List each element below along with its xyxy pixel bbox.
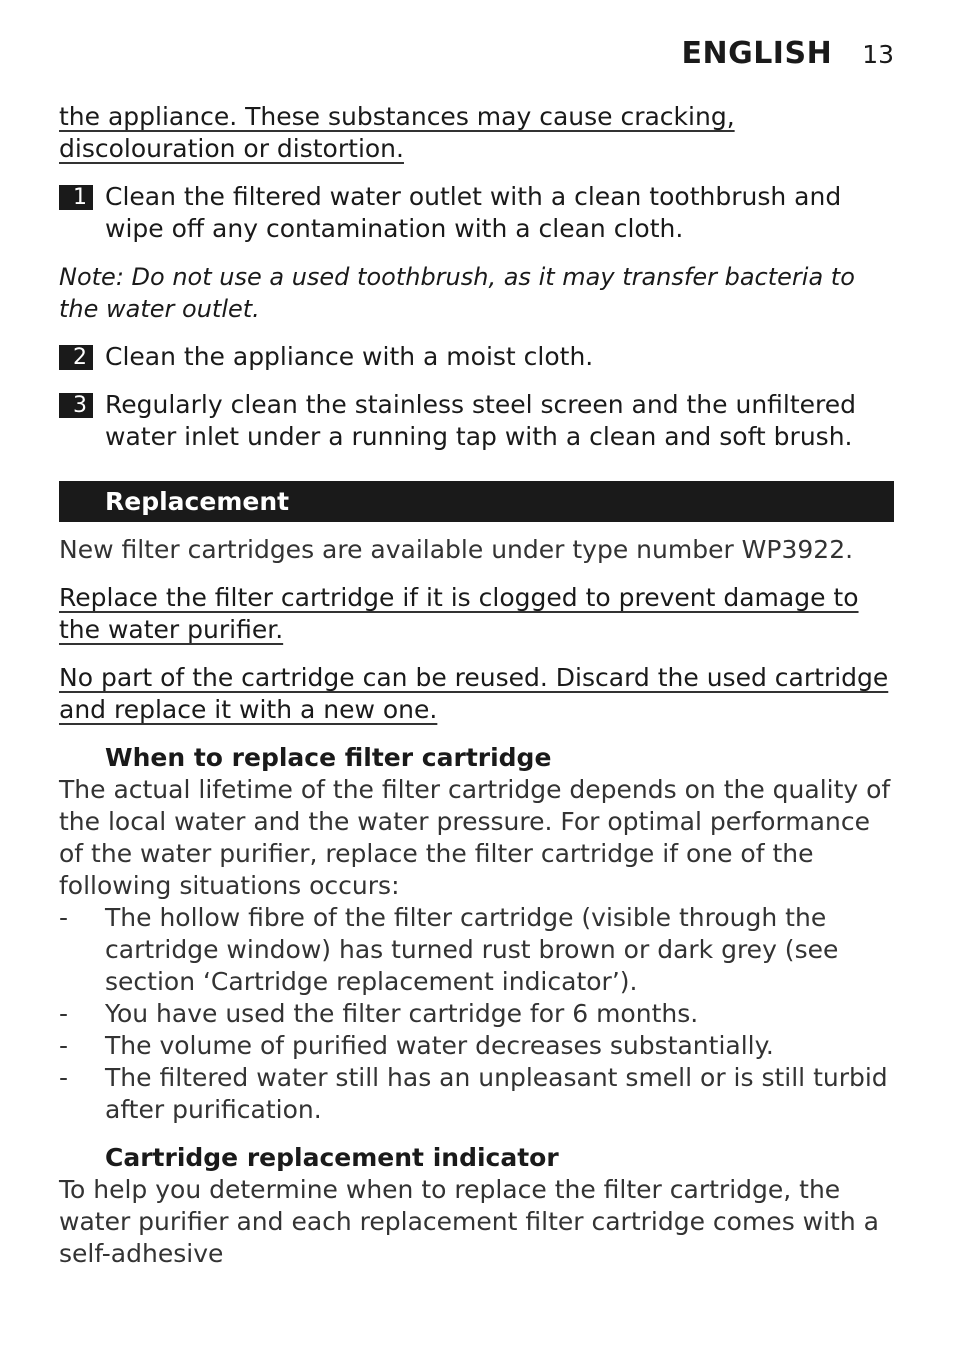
step-2 xyxy=(59,341,894,389)
step-number: 1 xyxy=(59,185,93,210)
list-item-text: The hollow fibre of the filter cartridge (visible through the cartridge window) has turned rust brown or dark grey (see section ‘Cartridge replacement indicator’). xyxy=(105,903,839,996)
list-item xyxy=(59,1062,894,1126)
step-3 xyxy=(59,389,894,469)
bullet-dash: - xyxy=(59,1063,69,1092)
bullet-dash: - xyxy=(59,999,69,1028)
note: Note: Do not use a used toothbrush, as it may transfer bacteria to the water outlet. xyxy=(59,263,855,323)
list-item xyxy=(59,998,894,1030)
step-text: Clean the filtered water outlet with a clean toothbrush and wipe off any contamination with a clean cloth. xyxy=(105,182,842,243)
subheading-when-to-replace: When to replace filter cartridge xyxy=(105,743,552,772)
subheading-indicator: Cartridge replacement indicator xyxy=(105,1143,559,1172)
replacement-warning-1: Replace the filter cartridge if it is clogged to prevent damage to the water purifier. xyxy=(59,583,859,644)
step-number: 3 xyxy=(59,393,93,418)
indicator-text: To help you determine when to replace the filter cartridge, the water purifier and each replacement filter cartridge comes with a self-adhesive xyxy=(59,1175,879,1268)
spacer xyxy=(59,1126,894,1142)
replacement-warning-2: No part of the cartridge can be reused. Discard the used cartridge and replace it with a new one. xyxy=(59,663,889,724)
when-to-replace-intro: The actual lifetime of the filter cartridge depends on the quality of the local water and the water pressure. For optimal performance of the water purifier, replace the filter cartridge if one of the following situations occurs: xyxy=(59,775,891,900)
list-item-text: The volume of purified water decreases substantially. xyxy=(105,1031,774,1060)
language-label: ENGLISH xyxy=(681,36,833,71)
bullet-dash: - xyxy=(59,903,69,932)
replacement-conditions-list xyxy=(59,902,894,1126)
warning-intro: the appliance. These substances may cause cracking, discolouration or distortion. xyxy=(59,102,735,163)
list-item xyxy=(59,902,894,998)
step-number: 2 xyxy=(59,345,93,370)
page-header xyxy=(681,36,894,71)
list-item-text: You have used the filter cartridge for 6 months. xyxy=(105,999,699,1028)
availability-text: New filter cartridges are available under type number WP3922. xyxy=(59,535,854,564)
bullet-dash: - xyxy=(59,1031,69,1060)
section-heading-replacement: Replacement xyxy=(59,481,894,522)
list-item-text: The filtered water still has an unpleasant smell or is still turbid after purification. xyxy=(105,1063,888,1124)
page-content xyxy=(59,101,894,1270)
page-number: 13 xyxy=(862,40,894,69)
step-text: Regularly clean the stainless steel screen and the unfiltered water inlet under a running tap with a clean and soft brush. xyxy=(105,390,857,451)
step-text: Clean the appliance with a moist cloth. xyxy=(105,342,594,371)
list-item xyxy=(59,1030,894,1062)
step-1 xyxy=(59,181,894,261)
